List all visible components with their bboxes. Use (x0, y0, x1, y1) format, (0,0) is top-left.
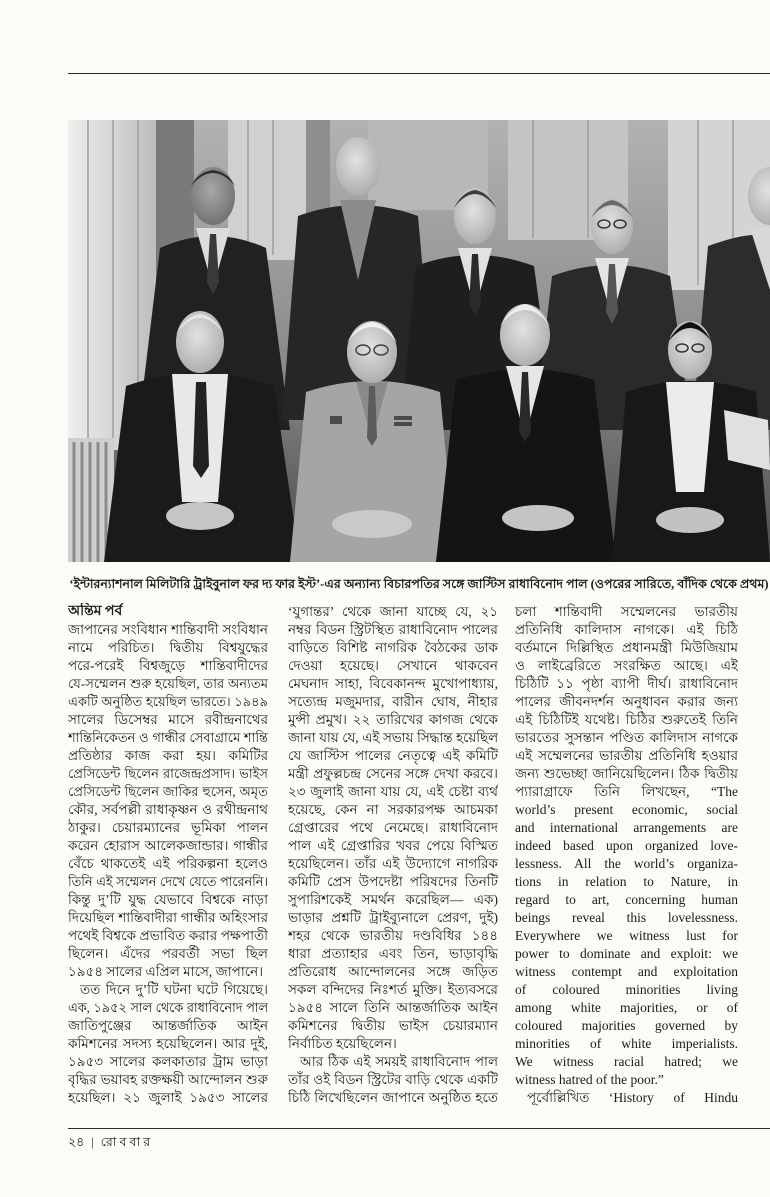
text-line: lessness. All the world’s organiza- (515, 856, 738, 871)
text-line: তাঁর ওই বিডন স্ট্রিটের বাড়ি থেকে একটি (288, 1072, 498, 1087)
text-line: We witness racial hatred; we (515, 1054, 738, 1069)
text-line: জন্য শুভেচ্ছা জানিয়েছিলেন। ঠিক দ্বিতীয় (515, 766, 738, 781)
text-line: ও লাইব্রেরিতে সংরক্ষিত আছে। এই (515, 658, 738, 673)
text-line: যে জাস্টিস পালের নেতৃত্বে এই কমিটি (288, 748, 498, 763)
text-line: witness hatred of the poor.” (515, 1072, 664, 1087)
magazine-name: রো ব বা র (100, 1135, 151, 1149)
text-line: প্রেসিডেন্ট ছিলেন রাজেন্দ্রপ্রসাদ। ভাইস (68, 766, 268, 781)
text-line: ভাড়ার প্রশ্নটি ট্রাইব্যুনালে প্রেরণ, দুই) (288, 910, 498, 925)
text-line: কমিশনের সদস্য হয়েছিলেন। আর দুই, (68, 1036, 268, 1051)
text-line: একটি অনুষ্ঠিত হয়েছিল ভারতে। ১৯৪৯ (68, 694, 268, 709)
text-line: ছিলেন। এঁদের পরবর্তী সভা ছিল (68, 946, 268, 961)
text-line: মন্ত্রী প্রফুল্লচন্দ্র সেনের সঙ্গে দেখা করবে। (288, 766, 498, 781)
text-line: চলা শান্তিবাদী সম্মেলনের ভারতীয় (515, 604, 738, 619)
text-line: minorities of white imperialists. (515, 1036, 738, 1051)
text-column-2 (288, 603, 498, 1107)
text-line: প্রতিষ্ঠার কাজ করা হয়। কমিটির (68, 748, 268, 763)
text-line: ১৯৫৪ সালে তিনি আন্তর্জাতিক আইন (288, 1000, 498, 1015)
text-column-3 (515, 603, 738, 1107)
text-line: যে-সম্মেলন শুরু হয়েছিল, তার অন্যতম (68, 676, 268, 691)
text-line: প্রতিরোধ আন্দোলনের সঙ্গে জড়িত (288, 964, 498, 979)
text-line: জাতিপুঞ্জের আন্তর্জাতিক আইন (68, 1018, 268, 1033)
text-line: পরে-পরেই বিশ্বজুড়ে শান্তিবাদীদের (68, 658, 268, 673)
text-line: সালের ডিসেম্বর মাসে রবীন্দ্রনাথের (68, 712, 268, 727)
text-line: প্যারাগ্রাফে তিনি লিখছেন, “The (515, 784, 738, 799)
text-line: coloured majorities governed by (515, 1018, 738, 1033)
text-line: tions in relation to Nature, in (515, 874, 738, 889)
text-line: among white majorities, or of (515, 1000, 738, 1015)
photo-image (68, 120, 770, 562)
text-line: ১৯৫৪ সালের এপ্রিল মাসে, জাপানে। (68, 964, 264, 979)
text-line: কমিশনের দ্বিতীয় ভাইস চেয়ারম্যান (288, 1018, 498, 1033)
text-line: indeed based upon organized love- (515, 838, 738, 853)
text-line: witness contempt and exploitation (515, 964, 738, 979)
text-line: নির্বাচিত হয়েছিলেন। (288, 1036, 397, 1051)
text-line: জানা যায় যে, এই সভায় সিদ্ধান্ত হয়েছিল (288, 730, 498, 745)
section-heading: অন্তিম পর্ব (68, 604, 123, 619)
text-line: কমিটি প্রেস উপদেষ্টা পরিষদের তিনটি (288, 874, 498, 889)
footer-separator: | (91, 1135, 94, 1149)
text-line: power to dominate and exploit: we (515, 946, 738, 961)
text-line: কিন্তু দু’টি যুদ্ধ যেভাবে বিশ্বকে নাড়া (68, 892, 268, 907)
tribunal-group-photo (68, 120, 770, 562)
text-line: নামে পরিচিত। দ্বিতীয় বিশ্বযুদ্ধের (68, 640, 268, 655)
header-rule (68, 73, 770, 74)
text-line: Everywhere we witness lust for (515, 928, 738, 943)
text-line: প্রেসিডেন্ট ছিলেন জাকির হুসেন, অমৃত (68, 784, 268, 799)
text-line: তত দিনে দু’টি ঘটনা ঘটে গিয়েছে। (80, 982, 268, 997)
text-line: বর্তমানে দিল্লিস্থিত প্রধানমন্ত্রী মিউজিয়াম (515, 640, 738, 655)
text-line: হয়েছে, কেন না সরকারপক্ষ আচমকা (288, 802, 498, 817)
text-line: ১৯৫৩ সালের কলকাতার ট্রাম ভাড়া (68, 1054, 268, 1069)
text-line: তিনি এই সম্মেলন দেখে যেতে পারেননি। (68, 875, 268, 889)
text-line: এই সম্মেলনের ভারতীয় প্রতিনিধি হওয়ার (515, 748, 738, 763)
text-line: পথেই বিশ্বকে প্রভাবিত করার পক্ষপাতী (68, 928, 268, 943)
text-line: ‘যুগান্তর’ থেকে জানা যাচ্ছে যে, ২১ (288, 604, 498, 619)
text-line: নম্বর বিডন স্ট্রিটস্থিত রাধাবিনোদ পালের (288, 622, 498, 637)
text-line: সকল বন্দিদের নিঃশর্ত মুক্তি। ইত্যবসরে (288, 982, 498, 997)
text-column-1 (68, 603, 268, 1107)
text-line: আর ঠিক এই সময়ই রাধাবিনোদ পাল (300, 1054, 498, 1069)
text-line: বৃদ্ধির ভয়াবহ রক্তক্ষয়ী আন্দোলন শুরু (68, 1072, 268, 1087)
text-line: সত্যেন্দ্র মজুমদার, বারীন ঘোষ, নীহার (288, 694, 498, 709)
text-line: প্রতিনিধি কালিদাস নাগকে। এই চিঠি (515, 622, 738, 637)
text-line: শান্তিনিকেতন ও গান্ধীর সেবাগ্রামে শান্তি (68, 730, 268, 745)
text-line: and international arrangements are (515, 820, 738, 835)
text-line: বেঁচে থাকতেই এই পরিকল্পনা হলেও (68, 856, 268, 871)
text-line: কৌর, সর্বপল্লী রাধাকৃষ্ণন ও রথীন্দ্রনাথ (68, 802, 268, 817)
text-line: beings reveal this lovelessness. (515, 910, 738, 925)
text-line: এক, ১৯৫২ সাল থেকে রাধাবিনোদ পাল (68, 1001, 268, 1015)
text-line: of coloured minorities living (515, 982, 738, 997)
text-line: বাড়িতে বিশিষ্ট নাগরিক বৈঠকের ডাক (288, 640, 498, 655)
text-line: হয়েছিলেন। তাঁর এই উদ্যোগে নাগরিক (288, 856, 498, 871)
text-line: হয়েছিল। ২১ জুলাই ১৯৫৩ সালের (68, 1090, 268, 1105)
text-line: world’s present economic, social (515, 802, 738, 817)
text-line: এই চিঠিটিই যথেষ্ট। চিঠির শুরুতেই তিনি (515, 712, 738, 727)
text-line: regard to art, concerning human (515, 892, 738, 907)
text-line: ভারতের সুসন্তান পণ্ডিত কালিদাস নাগকে (515, 730, 738, 745)
page-number: ২৪ (68, 1135, 85, 1149)
footer-rule (68, 1128, 770, 1129)
text-line: দেওয়া হয়েছে। সেখানে থাকবেন (288, 658, 498, 673)
text-line: মেঘনাদ সাহা, বিবেকানন্দ মুখোপাধ্যায়, (288, 676, 498, 691)
text-line: পূর্বোল্লিখিত ‘History of Hindu (527, 1090, 738, 1105)
text-line: ঠাকুর। চেয়ারম্যানের ভূমিকা পালন (68, 820, 268, 835)
text-line: চিঠি লিখেছিলেন জাপানে অনুষ্ঠিত হতে (288, 1090, 498, 1105)
photo-caption: ‘ইন্টারন্যাশনাল মিলিটারি ট্রাইবুনাল ফর দ্য ফার ইস্ট’-এর অন্যান্য বিচারপতির সঙ্গে জাস্টিস রাধাবিনোদ পাল (ওপরের সারিতে, বাঁদিক থেকে প্রথম) (69, 577, 769, 591)
text-line: শহর থেকে ভারতীয় দণ্ডবিধির ১৪৪ (288, 928, 498, 943)
text-line: মুন্সী প্রমুখ। ২২ তারিখের কাগজ থেকে (288, 712, 498, 727)
page-footer (68, 1134, 150, 1150)
text-line: দিয়েছিল শান্তিবাদীরা গান্ধীর অহিংসার (68, 910, 268, 925)
text-line: ২৩ জুলাই জানা যায় যে, এই চেষ্টা ব্যর্থ (288, 784, 498, 799)
text-line: সুপারিশকেই সমর্থন করেছিল— এক) (288, 892, 498, 907)
text-line: গ্রেপ্তারের পথে নেমেছে। রাধাবিনোদ (288, 820, 498, 835)
text-line: জাপানের সংবিধান শান্তিবাদী সংবিধান (68, 622, 268, 637)
text-line: চিঠিটি ১১ পৃষ্ঠা ব্যাপী দীর্ঘ। রাধাবিনোদ (515, 676, 738, 691)
text-line: পালের জীবনদর্শন অনুধাবন করার জন্য (515, 694, 738, 709)
text-line: ধারা প্রত্যাহার এবং তিন, ভাড়াবৃদ্ধি (288, 946, 498, 961)
text-line: করেন হোরাস আলেকজান্ডার। গান্ধীর (68, 838, 268, 853)
text-line: পাল এই গ্রেপ্তারির খবর পেয়ে বিস্মিত (288, 838, 498, 853)
